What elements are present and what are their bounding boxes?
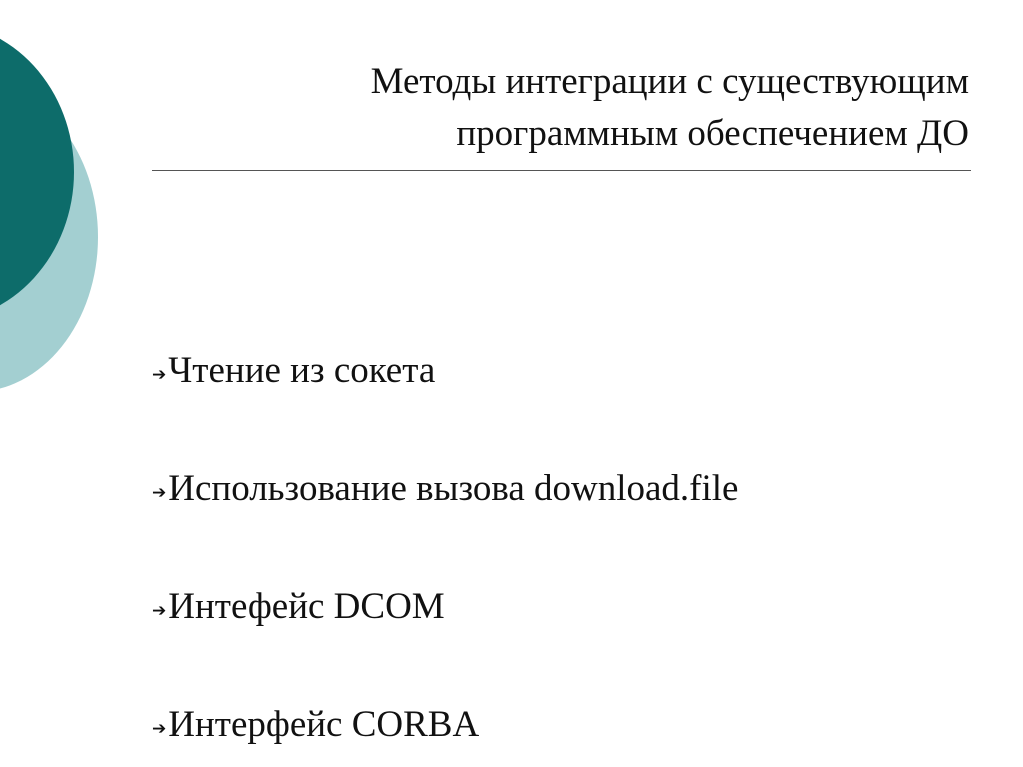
title-line-2: программным обеспечением ДО [456, 113, 969, 154]
right-arrow-icon: ➔ [152, 365, 167, 385]
bullet-item [152, 699, 738, 767]
bullet-text: Использование вызова download.file [168, 468, 739, 509]
right-arrow-icon: ➔ [152, 483, 167, 503]
bullet-text: Интерфейс CORBA [168, 704, 480, 745]
bullet-text: Чтение из сокета [168, 350, 436, 391]
bullet-item [152, 581, 738, 699]
title-line-1: Методы интеграции с существующим [370, 61, 969, 102]
right-arrow-icon: ➔ [152, 719, 167, 739]
bullet-item [152, 345, 738, 463]
bullet-text: Интефейс DCOM [168, 586, 445, 627]
bullet-list [152, 345, 738, 767]
slide-title [169, 56, 969, 160]
bullet-item [152, 463, 738, 581]
title-divider [152, 170, 971, 171]
right-arrow-icon: ➔ [152, 601, 167, 621]
